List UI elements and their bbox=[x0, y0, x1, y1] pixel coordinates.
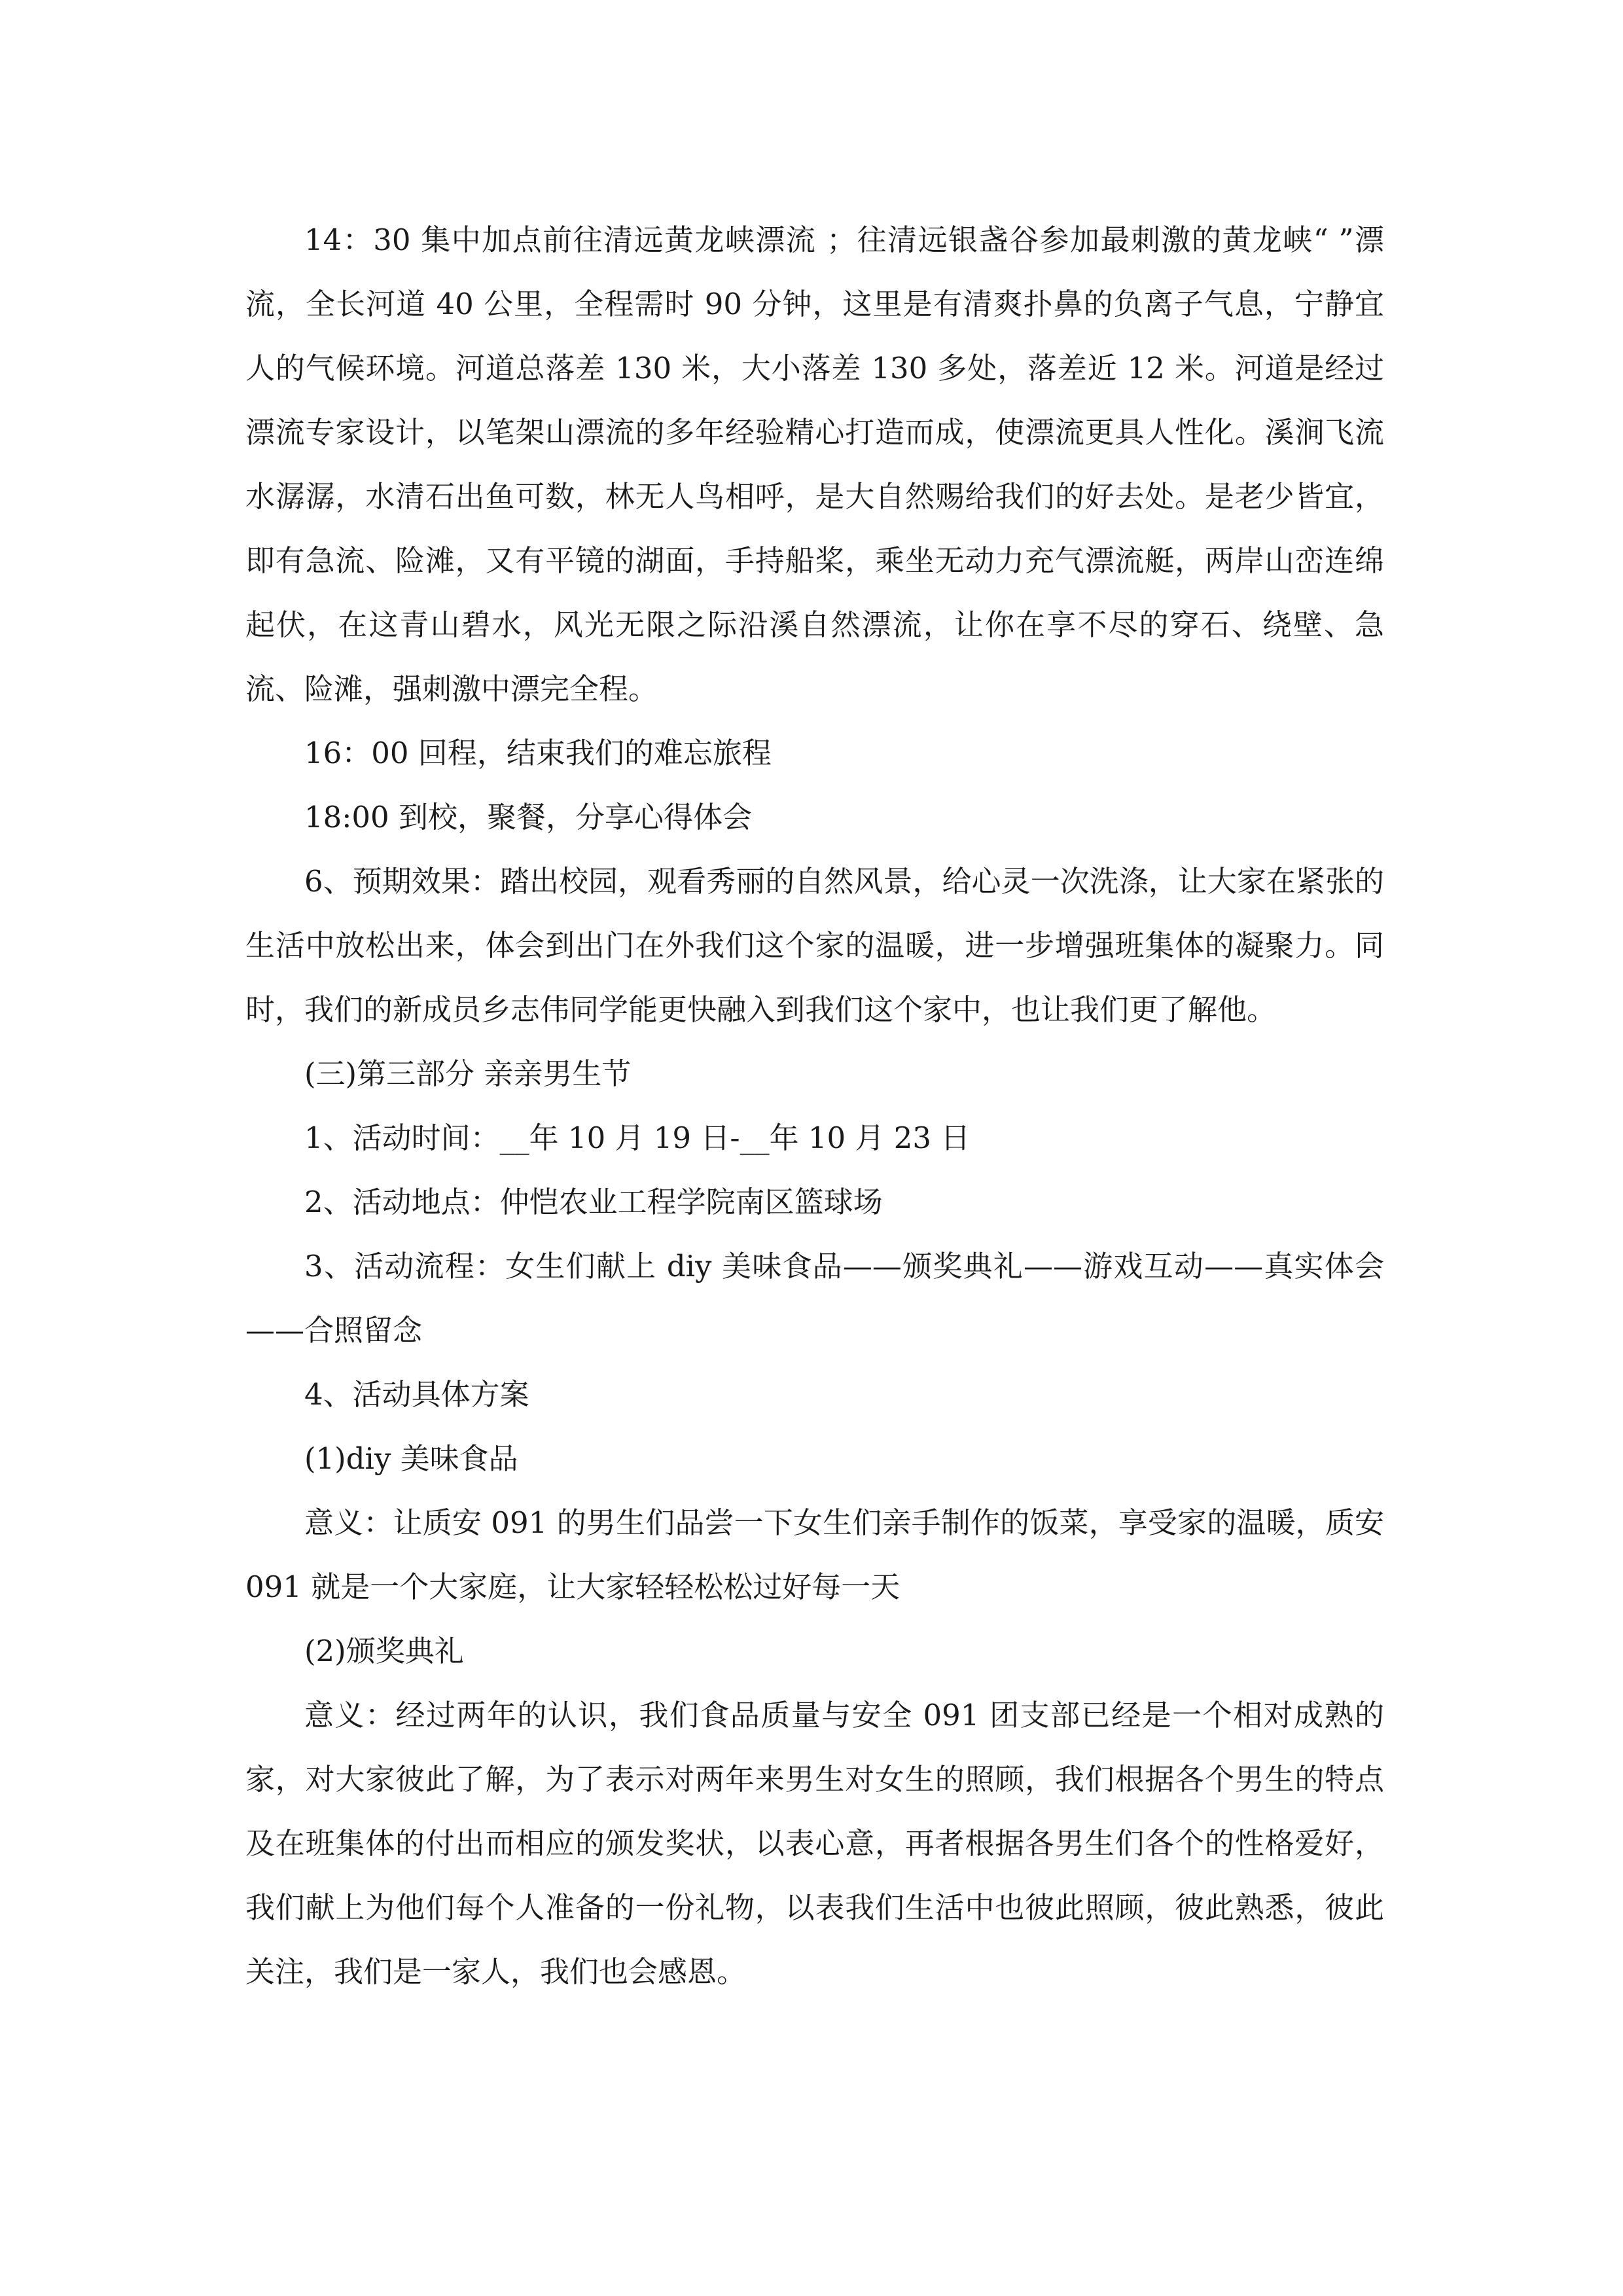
paragraph-diy-food-meaning: 意义：让质安 091 的男生们品尝一下女生们亲手制作的饭菜，享受家的温暖，质安 091 就是一个大家庭，让大家轻轻松松过好每一天 bbox=[245, 1505, 1384, 1604]
paragraph-expected-effect: 6、预期效果：踏出校园，观看秀丽的自然风景，给心灵一次洗涤，让大家在紧张的生活中放松出来，体会到出门在外我们这个家的温暖，进一步增强班集体的凝聚力。同时，我们的新成员乡志伟同学能更快融入到我们这个家中，也让我们更了解他。 bbox=[245, 864, 1384, 1027]
subheading-award-ceremony: (2)颁奖典礼 bbox=[304, 1634, 464, 1668]
paragraph-activity-plan: 4、活动具体方案 bbox=[304, 1377, 529, 1412]
document-page bbox=[245, 208, 1384, 2004]
paragraph-activity-location: 2、活动地点：仲恺农业工程学院南区篮球场 bbox=[304, 1185, 883, 1219]
paragraph-return-trip: 16：00 回程，结束我们的难忘旅程 bbox=[304, 736, 772, 770]
paragraph-activity-time: 1、活动时间：__年 10 月 19 日-__年 10 月 23 日 bbox=[304, 1121, 971, 1155]
paragraph-activity-process: 3、活动流程：女生们献上 diy 美味食品——颁奖典礼——游戏互动——真实体会——合照留念 bbox=[245, 1249, 1384, 1348]
paragraph-rafting-schedule: 14：30 集中加点前往清远黄龙峡漂流 ；往清远银盏谷参加最刺激的黄龙峡“ ”漂流，全长河道 40 公里，全程需时 90 分钟，这里是有清爽扑鼻的负离子气息，宁静宜人的气候环境。河道总落差 130 米，大小落差 130 多处，落差近 12 米。河道是经过漂流专家设计，以笔架山漂流的多年经验精心打造而成，使漂流更具人性化。溪涧飞流水潺潺，水清石出鱼可数，林无人鸟相呼，是大自然赐给我们的好去处。是老少皆宜，即有急流、险滩，又有平镜的湖面，手持船桨，乘坐无动力充气漂流艇，两岸山峦连绵起伏，在这青山碧水，风光无限之际沿溪自然漂流，让你在享不尽的穿石、绕壁、急流、险滩，强刺激中漂完全程。 bbox=[245, 223, 1384, 706]
section-heading-part-three: (三)第三部分 亲亲男生节 bbox=[304, 1056, 632, 1091]
paragraph-award-ceremony-meaning: 意义：经过两年的认识，我们食品质量与安全 091 团支部已经是一个相对成熟的家，对大家彼此了解，为了表示对两年来男生对女生的照顾，我们根据各个男生的特点及在班集体的付出而相应的颁发奖状，以表心意，再者根据各男生们各个的性格爱好，我们献上为他们每个人准备的一份礼物，以表我们生活中也彼此照顾，彼此熟悉，彼此关注，我们是一家人，我们也会感恩。 bbox=[245, 1698, 1384, 1989]
subheading-diy-food: (1)diy 美味食品 bbox=[304, 1441, 518, 1476]
paragraph-back-to-school: 18:00 到校，聚餐，分享心得体会 bbox=[304, 800, 752, 834]
